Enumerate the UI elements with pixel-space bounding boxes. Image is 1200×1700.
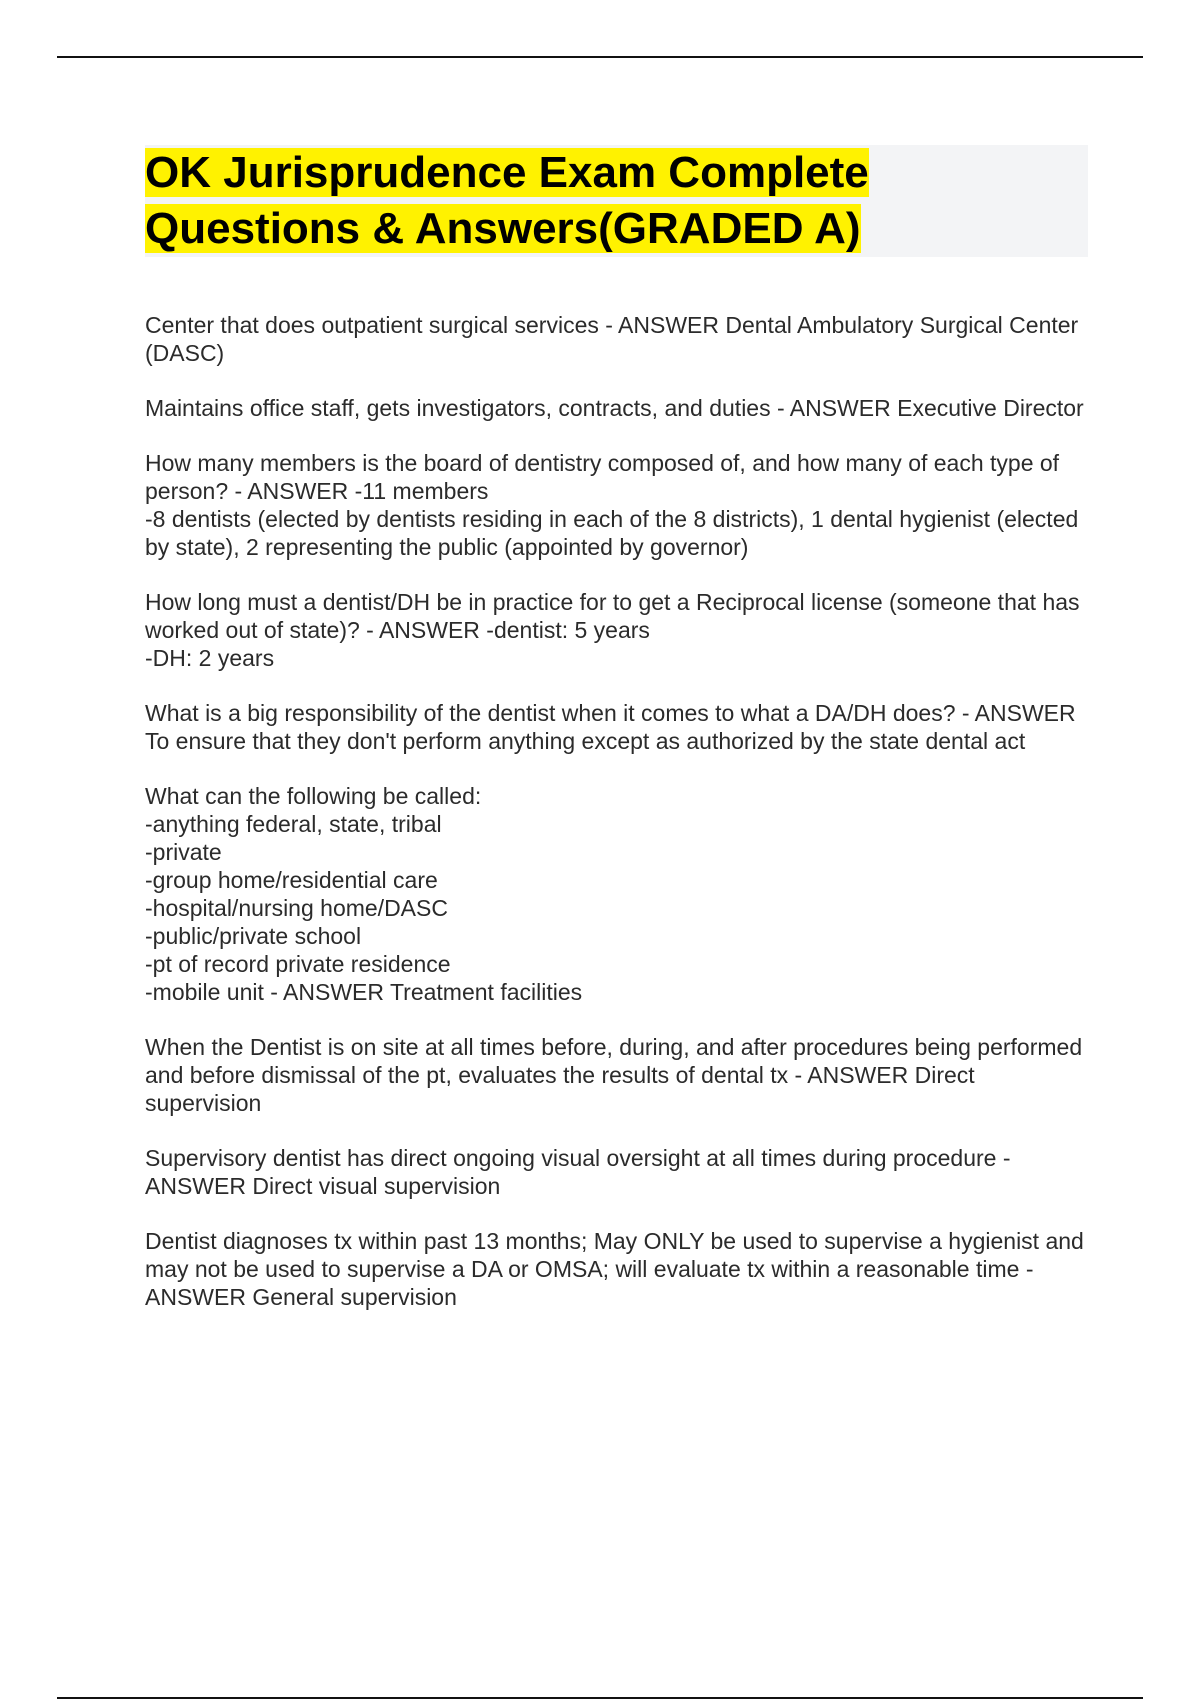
title-line-2: Questions & Answers(GRADED A) <box>145 204 861 253</box>
top-divider <box>57 56 1143 58</box>
qa-entry-2: Maintains office staff, gets investigators, contracts, and duties - ANSWER Executive Director <box>145 395 1084 421</box>
qa-entry-8: Supervisory dentist has direct ongoing visual oversight at all times during procedure - ANSWER Direct visual supervision <box>145 1145 1011 1199</box>
qa-entry-1: Center that does outpatient surgical services - ANSWER Dental Ambulatory Surgical Center (DASC) <box>145 312 1079 366</box>
qa-entry-5: What is a big responsibility of the dentist when it comes to what a DA/DH does? - ANSWER To ensure that they don't perform anything except as authorized by the state dental act <box>145 700 1076 754</box>
qa-entry-7: When the Dentist is on site at all times before, during, and after procedures being performed and before dismissal of the pt, evaluates the results of dental tx - ANSWER Direct supervision <box>145 1034 1083 1116</box>
qa-entry-9: Dentist diagnoses tx within past 13 months; May ONLY be used to supervise a hygienist and may not be used to supervise a DA or OMSA; will evaluate tx within a reasonable time - ANSWER General supervision <box>145 1228 1084 1310</box>
title-block <box>145 145 1088 257</box>
title-line-1: OK Jurisprudence Exam Complete <box>145 148 869 197</box>
qa-entry-4: How long must a dentist/DH be in practice for to get a Reciprocal license (someone that has worked out of state)? - ANSWER -dentist: 5 years -DH: 2 years <box>145 589 1080 671</box>
bottom-divider <box>57 1697 1143 1699</box>
qa-entry-3: How many members is the board of dentistry composed of, and how many of each type of person? - ANSWER -11 members -8 dentists (elected by dentists residing in each of the 8 districts), 1 dental hygienist (elected by state), 2 representing the public (appointed by governor) <box>145 450 1079 560</box>
page-title <box>145 145 1088 257</box>
qa-entry-6: What can the following be called: -anything federal, state, tribal -private -group home/residential care -hospital/nursing home/DASC -public/private school -pt of record private residence -mobile unit - ANSWER Treatment facilities <box>145 783 583 1005</box>
qa-list <box>145 311 1095 1338</box>
